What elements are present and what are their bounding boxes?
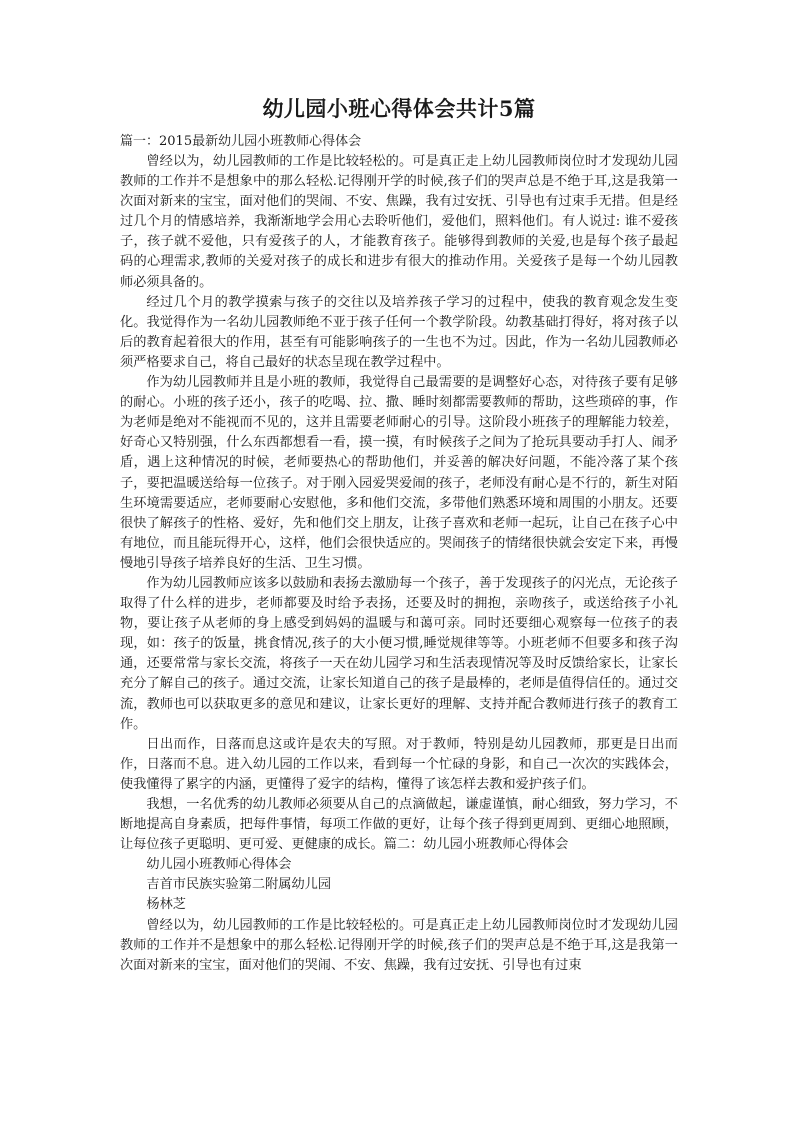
paragraph: 曾经以为，幼儿园教师的工作是比较轻松的。可是真正走上幼儿园教师岗位时才发现幼儿园教师的工作并不是想象中的那么轻松.记得刚开学的时候,孩子们的哭声总是不绝于耳,这是我第一次面对新来的宝宝，面对他们的哭闹、不安、焦躁，我有过安抚、引导也有过束手无措。但是经过几个月的情感培养，我渐渐地学会用心去聆听他们，爱他们，照料他们。有人说过: 谁不爱孩子，孩子就不爱他，只有爱孩子的人，才能教育孩子。能够得到教师的关爱,也是每个孩子最起码的心理需求,教师的关爱对孩子的成长和进步有很大的推动作用。关爱孩子是每一个幼儿园教师必须具备的。 [120,154,678,290]
paragraph: 作为幼儿园教师应该多以鼓励和表扬去激励每一个孩子，善于发现孩子的闪光点，无论孩子取得了什么样的进步，老师都要及时给予表扬，还要及时的拥抱，亲吻孩子，或送给孩子小礼物，要让孩子从老师的身上感受到妈妈的温暖与和蔼可亲。同时还要细心观察每一位孩子的表现，如：孩子的饭量，挑食情况,孩子的大小便习惯,睡觉规律等等。小班老师不但要多和孩子沟通，还要常常与家长交流，将孩子一天在幼儿园学习和生活表现情况等及时反馈给家长，让家长充分了解自己的孩子。通过交流，让家长知道自己的孩子是最棒的，老师是值得信任的。通过交流，教师也可以获取更多的意见和建议，让家长更好的理解、支持并配合教师进行孩子的教育工作。 [120,575,678,732]
school-name: 吉首市民族实验第二附属幼儿园 [146,877,332,893]
subsection-title: 幼儿园小班教师心得体会 [146,857,292,873]
paragraph: 日出而作，日落而息这或许是农夫的写照。对于教师，特别是幼儿园教师，那更是日出而作，日落而不息。进入幼儿园的工作以来，看到每一个忙碌的身影，和自己一次次的实践体会，使我懂得了累字的内涵，更懂得了爱字的结构，懂得了该怎样去教和爱护孩子们。 [120,736,678,792]
author-name: 杨林芝 [146,897,186,913]
paragraph: 我想，一名优秀的幼儿教师必须要从自己的点滴做起，谦虚谨慎，耐心细致，努力学习，不断地提高自身素质，把每件事情，每项工作做的更好，让每个孩子得到更周到、更细心地照顾，让每位孩子更聪明、更可爱、更健康的成长。篇二：幼儿园小班教师心得体会 [120,797,678,853]
section-heading: 篇一：2015最新幼儿园小班教师心得体会 [120,134,362,149]
paragraph: 曾经以为，幼儿园教师的工作是比较轻松的。可是真正走上幼儿园教师岗位时才发现幼儿园教师的工作并不是想象中的那么轻松.记得刚开学的时候,孩子们的哭声总是不绝于耳,这是我第一次面对新来的宝宝，面对他们的哭闹、不安、焦躁，我有过安抚、引导也有过束 [120,917,678,973]
paragraph: 作为幼儿园教师并且是小班的教师，我觉得自己最需要的是调整好心态，对待孩子要有足够的耐心。小班的孩子还小，孩子的吃喝、拉、撒、睡时刻都需要教师的帮助，这些琐碎的事，作为老师是绝对不能视而不见的，这并且需要老师耐心的引导。这阶段小班孩子的理解能力较差，好奇心又特别强，什么东西都想看一看，摸一摸，有时候孩子之间为了抢玩具要动手打人、闹矛盾，遇上这种情况的时候，老师要热心的帮助他们，并妥善的解决好问题，不能冷落了某个孩子，要把温暖送给每一位孩子。对于刚入园爱哭爱闹的孩子，老师没有耐心是不行的，新生对陌生环境需要适应，老师要耐心安慰他，多和他们交流，多带他们熟悉环境和周围的小朋友。还要很快了解孩子的性格、爱好，先和他们交上朋友，让孩子喜欢和老师一起玩，让自己在孩子心中有地位，而且能玩得开心，这样，他们会很快适应的。哭闹孩子的情绪很快就会安定下来，再慢慢地引导孩子培养良好的生活、卫生习惯。 [120,375,678,571]
paragraph: 经过几个月的教学摸索与孩子的交往以及培养孩子学习的过程中，使我的教育观念发生变化。我觉得作为一名幼儿园教师绝不亚于孩子任何一个教学阶段。幼教基础打得好，将对孩子以后的教育起着很大的作用，甚至有可能影响孩子的一生也不为过。因此，作为一名幼儿园教师必须严格要求自己，将自己最好的状态呈现在教学过程中。 [120,294,678,370]
document-title: 幼儿园小班心得体会共计5篇 [262,96,536,121]
document-page [120,96,678,976]
